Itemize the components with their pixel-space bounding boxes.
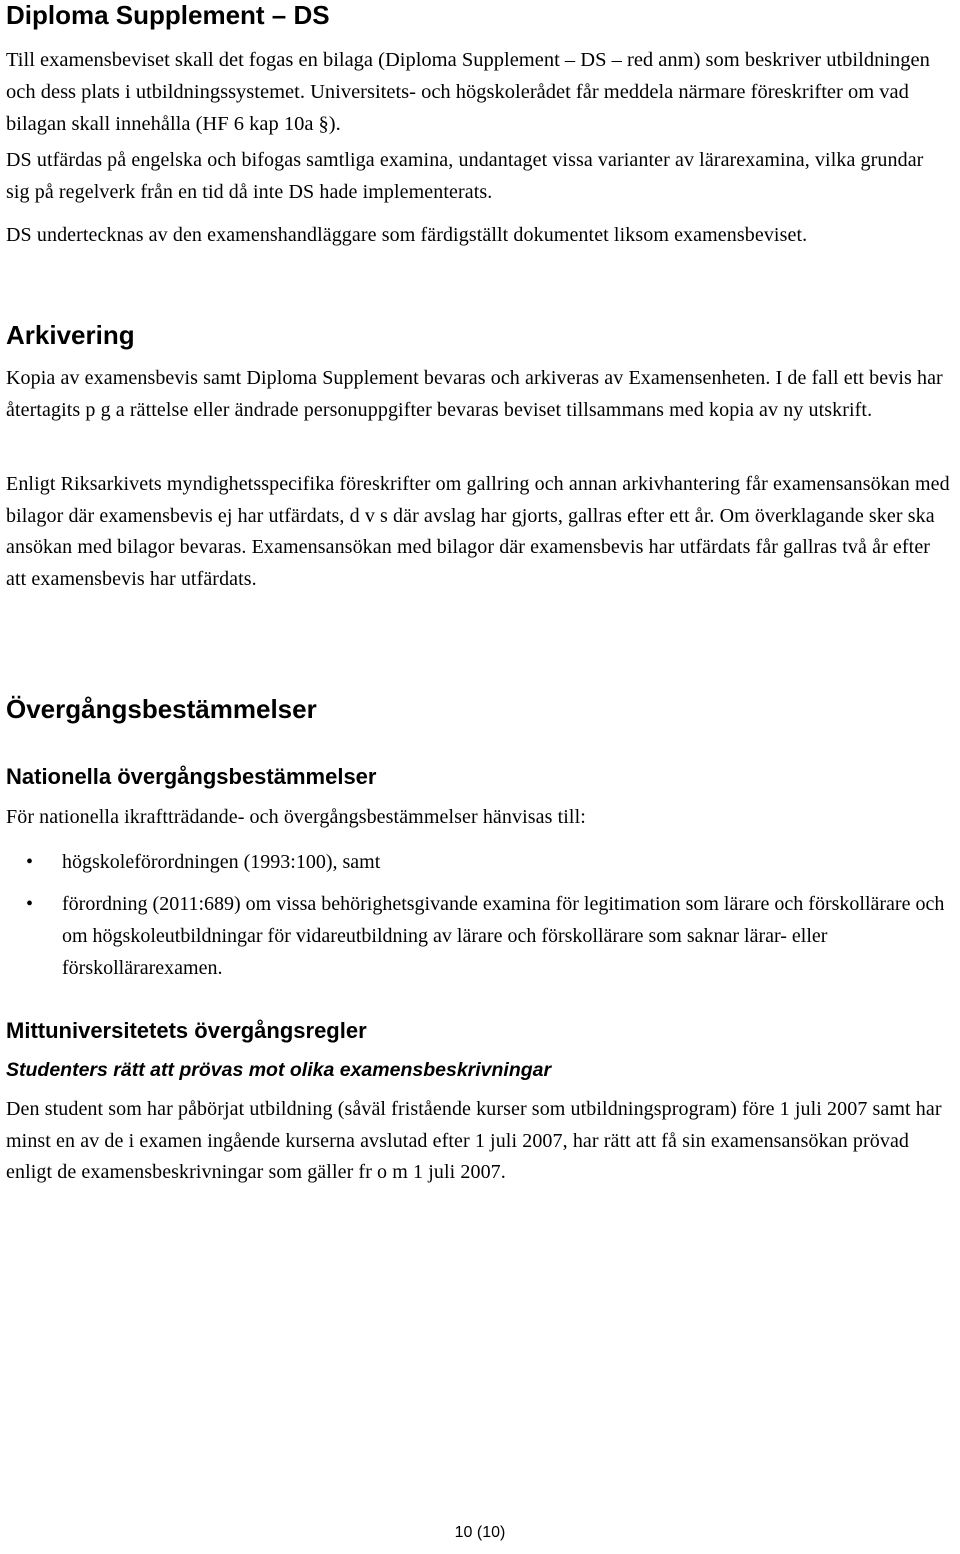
paragraph-ds-signature: DS undertecknas av den examenshandläggare som färdigställt dokumentet liksom examensbeviset. <box>6 224 808 246</box>
heading-diploma-supplement: Diploma Supplement – DS <box>6 0 330 30</box>
heading-overgangsbestammelser: Övergångsbestämmelser <box>6 694 317 724</box>
page-number: 10 (10) <box>454 1524 506 1541</box>
subheading-studenters-ratt: Studenters rätt att prövas mot olika examensbeskrivningar <box>6 1059 552 1081</box>
list-item-text: förordning (2011:689) om vissa behörighetsgivande examina för legitimation som lärare och förskollärare och om högskoleutbildningar för vidareutbildning av lärare och förskollärare som saknar lärar- eller förskollärarexamen. <box>62 893 945 979</box>
paragraph-nationella-intro: För nationella ikraftträdande- och övergångsbestämmelser hänvisas till: <box>6 806 586 828</box>
bullet-icon: • <box>26 893 34 915</box>
paragraph-arkivering-gallring: Enligt Riksarkivets myndighetsspecifika föreskrifter om gallring och annan arkivhantering får examensansökan med bilagor där examensbevis ej har utfärdats, d v s där avslag har gjorts, gallras efter ett år. Om överklagande sker ska ansökan med bilagor bevaras. Examensansökan med bilagor där examensbevis har utfärdats får gallras två år efter att examensbevis har utfärdats. <box>6 473 950 590</box>
bullet-icon: • <box>26 851 34 873</box>
heading-nationella-overgangsbestammelser: Nationella övergångsbestämmelser <box>6 764 377 789</box>
paragraph-ds-intro: Till examensbeviset skall det fogas en bilaga (Diploma Supplement – DS – red anm) som beskriver utbildningen och dess plats i utbildningssystemet. Universitets- och högskolerådet får meddela närmare föreskrifter om vad bilagan skall innehålla (HF 6 kap 10a §). <box>6 49 930 135</box>
paragraph-arkivering-copy: Kopia av examensbevis samt Diploma Supplement bevaras och arkiveras av Examensenheten. I de fall ett bevis har återtagits p g a rättelse eller ändrade personuppgifter bevaras beviset tillsammans med kopia av ny utskrift. <box>6 367 943 421</box>
heading-arkivering: Arkivering <box>6 320 135 350</box>
paragraph-studenters-ratt: Den student som har påbörjat utbildning (såväl fristående kurser som utbildningsprogram) före 1 juli 2007 samt har minst en av de i examen ingående kurserna avslutad efter 1 juli 2007, har rätt att få sin examensansökan prövad enligt de examensbeskrivningar som gäller fr o m 1 juli 2007. <box>6 1098 942 1183</box>
heading-mittuniversitetets-overgangsregler: Mittuniversitetets övergångsregler <box>6 1018 367 1043</box>
list-item-text: högskoleförordningen (1993:100), samt <box>62 851 381 873</box>
list-item <box>6 888 950 984</box>
list-item <box>6 846 950 878</box>
paragraph-ds-language: DS utfärdas på engelska och bifogas samtliga examina, undantaget vissa varianter av lärarexamina, vilka grundar sig på regelverk från en tid då inte DS hade implementerats. <box>6 149 924 203</box>
nationella-bullet-list <box>6 846 950 984</box>
